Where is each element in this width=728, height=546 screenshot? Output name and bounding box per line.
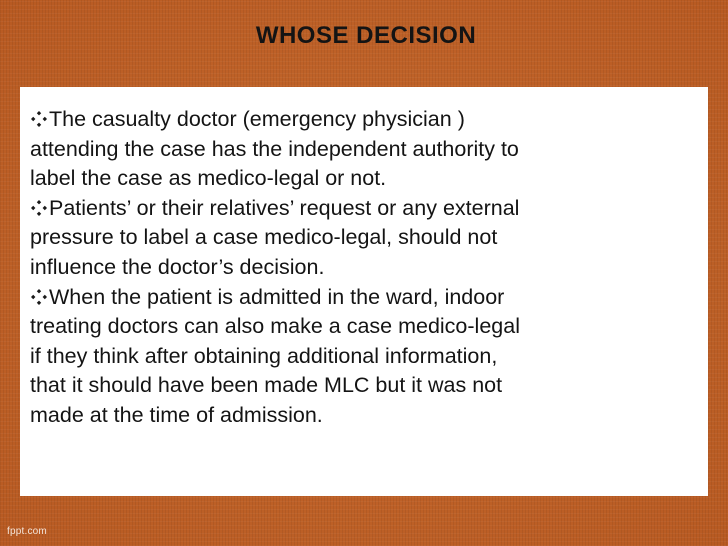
bullet-item-1 [30, 105, 698, 194]
bullet-item-2 [30, 194, 698, 283]
bullet-text-3: When the patient is admitted in the ward, indoor treating doctors can also make a case medico-legal if they think after obtaining additional information, that it should have been made MLC but it was not made at the time of admission. [30, 284, 520, 427]
content-panel [20, 87, 708, 496]
slide-title: WHOSE DECISION [255, 21, 477, 49]
diamond-bullet-icon [30, 110, 48, 128]
bullet-text-1: The casualty doctor (emergency physician ) attending the case has the independent authority to label the case as medico-legal or not. [30, 107, 519, 191]
title-band [0, 0, 728, 87]
diamond-bullet-icon [30, 199, 48, 217]
fppt-watermark: fppt.com [7, 526, 47, 537]
diamond-bullet-icon [30, 288, 48, 306]
bullet-item-3 [30, 283, 698, 431]
bullet-text-2: Patients’ or their relatives’ request or any external pressure to label a case medico-legal, should not influence the doctor’s decision. [30, 195, 520, 279]
